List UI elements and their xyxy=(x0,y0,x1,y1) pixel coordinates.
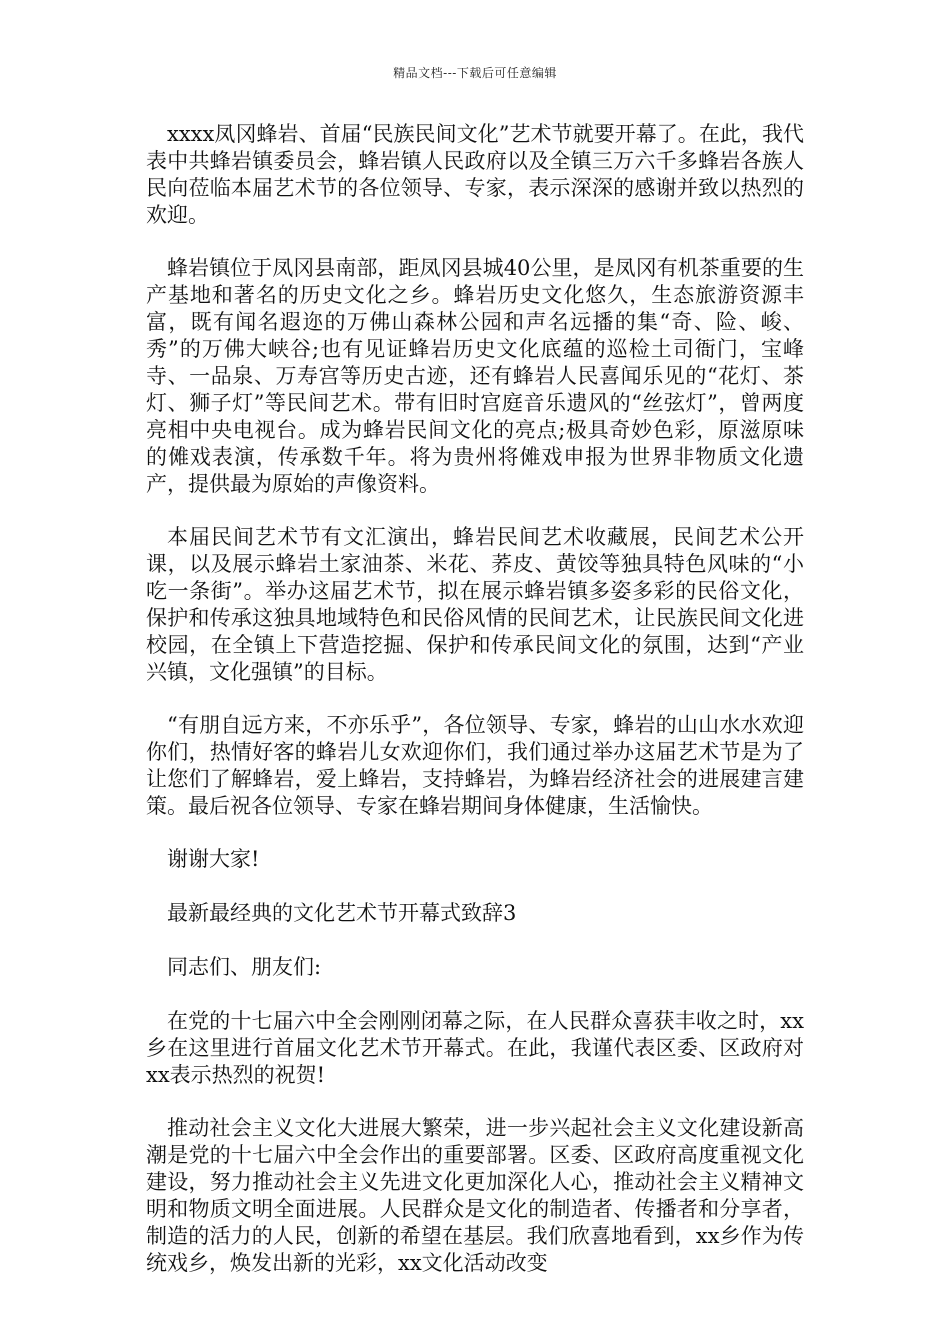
paragraph-town-intro: 蜂岩镇位于凤冈县南部，距凤冈县城40公里，是凤冈有机茶重要的生产基地和著名的历史文化之乡。蜂岩历史文化悠久，生态旅游资源丰富，既有闻名遐迩的万佛山森林公园和声名远播的集“奇、险、峻、秀”的万佛大峡谷;也有见证蜂岩历史文化底蕴的巡检土司衙门，宝峰寺、一品泉、万寿宫等历史古迹，还有蜂岩人民喜闻乐见的“花灯、茶灯、狮子灯”等民间艺术。带有旧时宫庭音乐遗风的“丝弦灯”，曾两度亮相中央电视台。成为蜂岩民间文化的亮点;极具奇妙色彩，原滋原味的傩戏表演，传承数千年。将为贵州将傩戏申报为世界非物质文化遗产，提供最为原始的声像资料。 xyxy=(146,256,804,496)
paragraph-welcome: “有朋自远方来，不亦乐乎”，各位领导、专家，蜂岩的山山水水欢迎你们，热情好客的蜂岩儿女欢迎你们，我们通过举办这届艺术节是为了让您们了解蜂岩，爱上蜂岩，支持蜂岩，为蜂岩经济社会的进展建言建策。最后祝各位领导、专家在蜂岩期间身体健康，生活愉快。 xyxy=(146,713,804,818)
paragraph-congratulations: 在党的十七届六中全会刚刚闭幕之际，在人民群众喜获丰收之时，xx乡在这里进行首届文化艺术节开幕式。在此，我谨代表区委、区政府对xx表示热烈的祝贺! xyxy=(146,1009,804,1087)
document-body xyxy=(146,121,804,1303)
paragraph-festival-program: 本届民间艺术节有文汇演出，蜂岩民间艺术收藏展，民间艺术公开课，以及展示蜂岩土家油茶、米花、荞皮、黄饺等独具特色风味的“小吃一条街”。举办这届艺术节，拟在展示蜂岩镇多姿多彩的民俗文化，保护和传承这独具地域特色和民俗风情的民间艺术，让民族民间文化进校园，在全镇上下营造挖掘、保护和传承民间文化的氛围，达到“产业兴镇，文化强镇”的目标。 xyxy=(146,525,804,684)
paragraph-thanks: 谢谢大家! xyxy=(167,847,260,871)
paragraph-salutation: 同志们、朋友们: xyxy=(167,955,322,979)
paragraph-opening: xxxx凤冈蜂岩、首届“民族民间文化”艺术节就要开幕了。在此，我代表中共蜂岩镇委员会，蜂岩镇人民政府以及全镇三万六千多蜂岩各族人民向莅临本届艺术节的各位领导、专家，表示深深的感谢并致以热烈的欢迎。 xyxy=(146,122,804,227)
page-header: 精品文档---下载后可任意编辑 xyxy=(393,66,557,80)
section-title: 最新最经典的文化艺术节开幕式致辞3 xyxy=(167,901,517,925)
paragraph-culture-development: 推动社会主义文化大进展大繁荣，进一步兴起社会主义文化建设新高潮是党的十七届六中全会作出的重要部署。区委、区政府高度重视文化建设，努力推动社会主义先进文化更加深化人心，推动社会主义精神文明和物质文明全面进展。人民群众是文化的制造者、传播者和分享者，制造的活力的人民，创新的希望在基层。我们欣喜地看到，xx乡作为传统戏乡，焕发出新的光彩，xx文化活动改变 xyxy=(146,1116,804,1275)
